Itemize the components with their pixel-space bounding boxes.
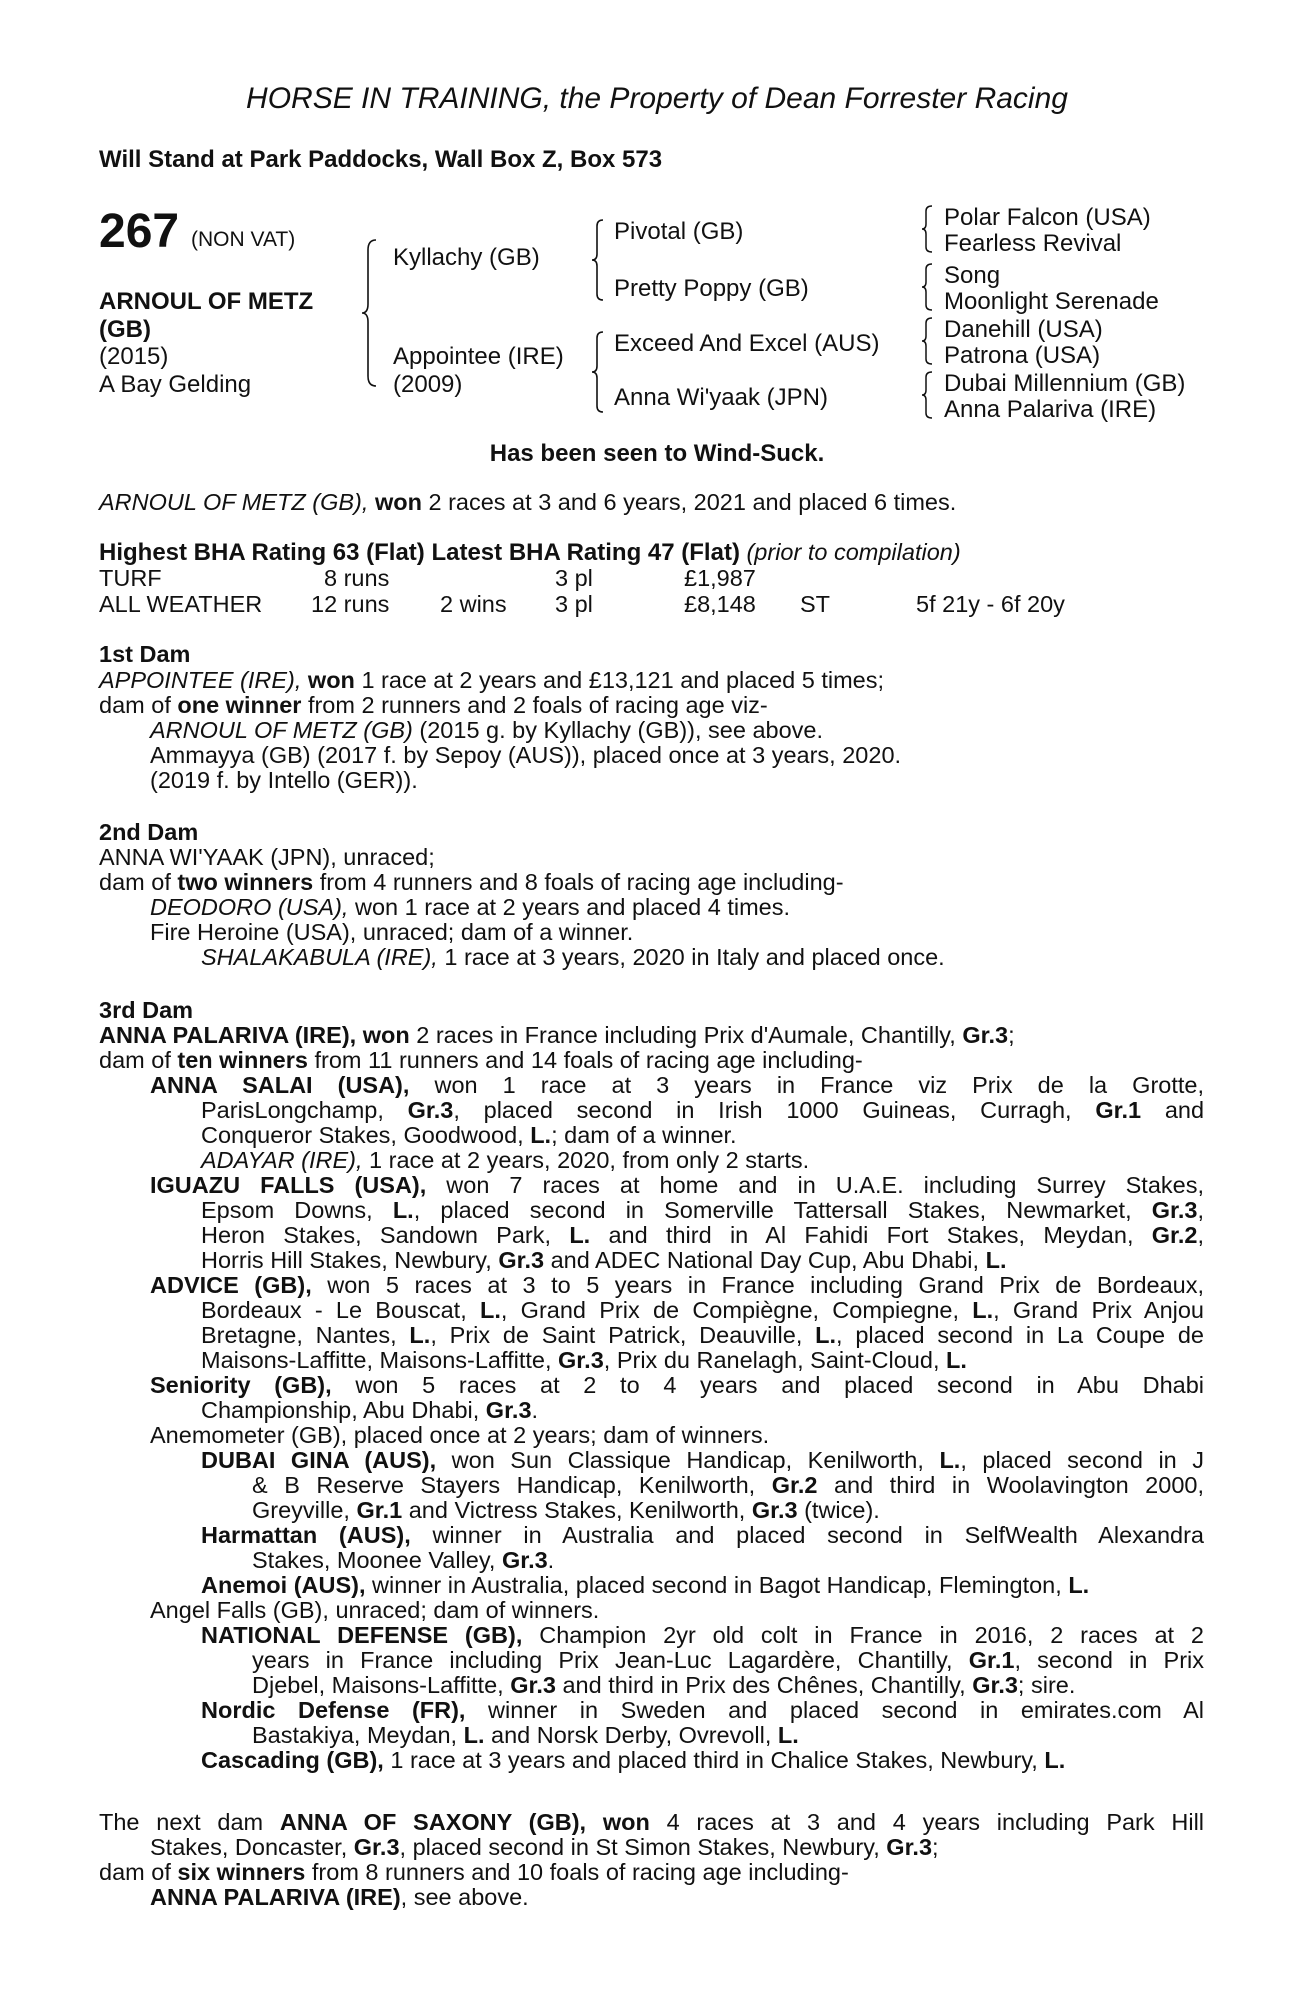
- race-summary: ARNOUL OF METZ (GB), won 2 races at 3 and 6 years, 2021 and placed 6 times.: [99, 489, 957, 515]
- iguazu-line-4: Horris Hill Stakes, Newbury, Gr.3 and ADEC National Day Cup, Abu Dhabi, L.: [201, 1247, 1007, 1273]
- angel-falls-line: Angel Falls (GB), unraced; dam of winners.: [150, 1597, 600, 1623]
- third-dam-produce: dam of ten winners from 11 runners and 14 foals of racing age including-: [99, 1047, 863, 1073]
- dubai-gina-line-1: DUBAI GINA (AUS), won Sun Classique Handicap, Kenilworth, L., placed second in J: [201, 1447, 1205, 1473]
- dam-dam: Anna Wi'yaak (JPN): [614, 384, 828, 411]
- next-dam-line-1: The next dam ANNA OF SAXONY (GB), won 4 races at 3 and 4 years including Park Hill: [99, 1809, 1205, 1835]
- dubai-gina-line-2: & B Reserve Stayers Handicap, Kenilworth, Gr.2 and third in Woolavington 2000,: [252, 1472, 1204, 1498]
- anemoi-line: Anemoi (AUS), winner in Australia, placed second in Bagot Handicap, Flemington, L.: [201, 1572, 1090, 1598]
- iguazu-line-2: Epsom Downs, L., placed second in Somerville Tattersall Stakes, Newmarket, Gr.3,: [201, 1197, 1205, 1223]
- second-dam-offspring-3: SHALAKABULA (IRE), 1 race at 3 years, 2020 in Italy and placed once.: [201, 944, 945, 970]
- dam-brace: [590, 330, 606, 414]
- horse-description: A Bay Gelding: [99, 371, 252, 398]
- g-brace-3: [920, 316, 934, 366]
- page-title: HORSE IN TRAINING, the Property of Dean Forrester Racing: [246, 82, 1068, 115]
- second-dam-line: ANNA WI'YAAK (JPN), unraced;: [99, 844, 435, 870]
- iguazu-line-1: IGUAZU FALLS (USA), won 7 races at home and in U.A.E. including Surrey Stakes,: [150, 1172, 1205, 1198]
- lot-number: 267: [99, 205, 180, 258]
- seniority-line-1: Seniority (GB), won 5 races at 2 to 4 years and placed second in Abu Dhabi: [150, 1372, 1205, 1398]
- iguazu-line-3: Heron Stakes, Sandown Park, L. and third in Al Fahidi Fort Stakes, Meydan, Gr.2,: [201, 1222, 1205, 1248]
- next-dam-line-2: Stakes, Doncaster, Gr.3, placed second in St Simon Stakes, Newbury, Gr.3;: [150, 1834, 939, 1860]
- stand-location: Will Stand at Park Paddocks, Wall Box Z, Box 573: [99, 146, 663, 173]
- nordic-defense-line-2: Bastakiya, Meydan, L. and Norsk Derby, Ovrevoll, L.: [252, 1722, 799, 1748]
- wind-suck-note: Has been seen to Wind-Suck.: [489, 440, 825, 467]
- dam-sire: Exceed And Excel (AUS): [614, 330, 880, 357]
- advice-line-2: Bordeaux - Le Bouscat, L., Grand Prix de Compiègne, Compiegne, L., Grand Prix Anjou: [201, 1297, 1204, 1323]
- horse-name: ARNOUL OF METZ: [99, 288, 314, 315]
- anna-salai-line-1: ANNA SALAI (USA), won 1 race at 3 years in France viz Prix de la Grotte,: [150, 1072, 1205, 1098]
- ancestor-6: Patrona (USA): [944, 342, 1101, 369]
- advice-line-4: Maisons-Laffitte, Maisons-Laffitte, Gr.3, Prix du Ranelagh, Saint-Cloud, L.: [201, 1347, 967, 1373]
- anemometer-line: Anemometer (GB), placed once at 2 years; dam of winners.: [150, 1422, 770, 1448]
- ancestor-5: Danehill (USA): [944, 316, 1103, 343]
- cascading-line: Cascading (GB), 1 race at 3 years and placed third in Chalice Stakes, Newbury, L.: [201, 1747, 1066, 1773]
- third-dam-heading: 3rd Dam: [99, 997, 194, 1023]
- dubai-gina-line-3: Greyville, Gr.1 and Victress Stakes, Kenilworth, Gr.3 (twice).: [252, 1497, 880, 1523]
- ancestor-1: Polar Falcon (USA): [944, 204, 1151, 231]
- produce-1: ARNOUL OF METZ (GB) (2015 g. by Kyllachy (GB)), see above.: [150, 717, 824, 743]
- ancestor-4: Moonlight Serenade: [944, 288, 1159, 315]
- sire-brace: [590, 218, 606, 302]
- sire-dam: Pretty Poppy (GB): [614, 275, 809, 302]
- vat-status: (NON VAT): [191, 228, 296, 251]
- nordic-defense-line-1: Nordic Defense (FR), winner in Sweden and placed second in emirates.com Al: [201, 1697, 1205, 1723]
- anna-salai-line-3: Conqueror Stakes, Goodwood, L.; dam of a winner.: [201, 1122, 737, 1148]
- national-defense-line-1: NATIONAL DEFENSE (GB), Champion 2yr old colt in France in 2016, 2 races at 2: [201, 1622, 1204, 1648]
- second-dam-produce: dam of two winners from 4 runners and 8 foals of racing age including-: [99, 869, 844, 895]
- next-dam-line-3: dam of six winners from 8 runners and 10 foals of racing age including-: [99, 1859, 849, 1885]
- ancestor-2: Fearless Revival: [944, 230, 1122, 257]
- g-brace-2: [920, 262, 934, 312]
- second-dam-offspring-1: DEODORO (USA), won 1 race at 2 years and placed 4 times.: [150, 894, 790, 920]
- sire: Kyllachy (GB): [393, 244, 540, 271]
- advice-line-3: Bretagne, Nantes, L., Prix de Saint Patrick, Deauville, L., placed second in La Coupe de: [201, 1322, 1204, 1348]
- third-dam-line: ANNA PALARIVA (IRE), won 2 races in France including Prix d'Aumale, Chantilly, Gr.3;: [99, 1022, 1015, 1048]
- pedigree-brace: [360, 238, 380, 388]
- g-brace-4: [920, 370, 934, 420]
- dam-year: (2009): [393, 371, 463, 398]
- bha-ratings: Highest BHA Rating 63 (Flat) Latest BHA Rating 47 (Flat) (prior to compilation): [99, 539, 961, 566]
- harmattan-line-1: Harmattan (AUS), winner in Australia and placed second in SelfWealth Alexandra: [201, 1522, 1205, 1548]
- advice-line-1: ADVICE (GB), won 5 races at 3 to 5 years in France including Grand Prix de Bordeaux,: [150, 1272, 1205, 1298]
- first-dam-line: APPOINTEE (IRE), won 1 race at 2 years and £13,121 and placed 5 times;: [99, 667, 885, 693]
- first-dam-produce: dam of one winner from 2 runners and 2 foals of racing age viz-: [99, 692, 768, 718]
- ancestor-7: Dubai Millennium (GB): [944, 370, 1186, 397]
- second-dam-offspring-2: Fire Heroine (USA), unraced; dam of a winner.: [150, 919, 634, 945]
- anna-salai-line-2: ParisLongchamp, Gr.3, placed second in Irish 1000 Guineas, Curragh, Gr.1 and: [201, 1097, 1205, 1123]
- ancestor-8: Anna Palariva (IRE): [944, 396, 1157, 423]
- sire-sire: Pivotal (GB): [614, 218, 744, 245]
- dam: Appointee (IRE): [393, 343, 564, 370]
- national-defense-line-3: Djebel, Maisons-Laffitte, Gr.3 and third in Prix des Chênes, Chantilly, Gr.3; sire.: [252, 1672, 1076, 1698]
- g-brace-1: [920, 204, 934, 254]
- seniority-line-2: Championship, Abu Dhabi, Gr.3.: [201, 1397, 539, 1423]
- next-dam-line-4: ANNA PALARIVA (IRE), see above.: [150, 1884, 529, 1910]
- produce-2: Ammayya (GB) (2017 f. by Sepoy (AUS)), placed once at 3 years, 2020.: [150, 742, 902, 768]
- horse-year: (2015): [99, 343, 169, 370]
- national-defense-line-2: years in France including Prix Jean-Luc Lagardère, Chantilly, Gr.1, second in Prix: [252, 1647, 1205, 1673]
- catalogue-page: HORSE IN TRAINING, the Property of Dean Forrester Racing Will Stand at Park Paddocks, Wall Box Z, Box 573 267 (NON VAT) ARNOUL OF METZ (GB) (2015) A Bay Gelding Kyllachy (GB) Appointee (IRE) (2009) Pivotal (GB) Pretty Poppy (GB) Exceed And Excel (AUS) Anna Wi'yaak (JPN) Polar Falcon (USA) Fearless Revival Song Moonlight Serenade Danehill (USA) Patrona (USA) Dubai Millennium (GB) Anna Palariva (IRE) Has been seen to Wind-Suck. ARNOUL OF METZ (GB), won 2 races at 3 and 6 years, 2021 and placed 6 times. Highest BHA Rating 63 (Flat) Latest BHA Rating 47 (Flat) (prior to compilation) TURF 8 runs 3 pl £1,987 ALL WEATHER 12 runs 2 wins 3 pl £8,148 ST 5f 21y - 6f 20y 1st Dam APPOINTEE (IRE), won 1 race at 2 years and £13,121 and placed 5 times; dam of one winner from 2 runners and 2 foals of racing age viz- ARNOUL OF METZ (GB) (2015 g. by Kyllachy (GB)), see above. Ammayya (GB) (2017 f. by Sepoy (AUS)), placed once at 3 years, 2020. (2019 f. by Intello (GER)). 2nd Dam ANNA WI'YAAK (JPN), unraced; dam of two winners from 4 runners and 8 foals of racing age including- DEODORO (USA), won 1 race at 2 years and placed 4 times. Fire Heroine (USA), unraced; dam of a winner. SHALAKABULA (IRE), 1 race at 3 years, 2020 in Italy and placed once. 3rd Dam ANNA PALARIVA (IRE), won 2 races in France including Prix d'Aumale, Chantilly, Gr.3; dam of ten winners from 11 runners and 14 foals of racing age including- ANNA SALAI (USA), won 1 race at 3 years in France viz Prix de la Grotte, ParisLongchamp, Gr.3, placed second in Irish 1000 Guineas, Curragh, Gr.1 and Conqueror Stakes, Goodwood, L.; dam of a winner. ADAYAR (IRE), 1 race at 2 years, 2020, from only 2 starts. IGUAZU FALLS (USA), won 7 races at home and in U.A.E. including Surrey Stakes, Epsom Downs, L., placed second in Somerville Tattersall Stakes, Newmarket, Gr.3, Heron Stakes, Sandown Park, L. and third in Al Fahidi Fort Stakes, Meydan, Gr.2, Horris Hill Stakes, Newbury, Gr.3 and ADEC National Day Cup, Abu Dhabi, L. ADVICE (GB), won 5 races at 3 to 5 years in France including Grand Prix de Bordeaux, Bordeaux - Le Bouscat, L., Grand Prix de Compiègne, Compiegne, L., Grand Prix Anjou Bretagne, Nantes, L., Prix de Saint Patrick, Deauville, L., placed second in La Coupe de Maisons-Laffitte, Maisons-Laffitte, Gr.3, Prix du Ranelagh, Saint-Cloud, L. Seniority (GB), won 5 races at 2 to 4 years and placed second in Abu Dhabi Championship, Abu Dhabi, Gr.3. Anemometer (GB), placed once at 2 years; dam of winners. DUBAI GINA (AUS), won Sun Classique Handicap, Kenilworth, L., placed second in J & B Reserve Stayers Handicap, Kenilworth, Gr.2 and third in Woolavington 2000, Greyville, Gr.1 and Victress Stakes, Kenilworth, Gr.3 (twice). Harmattan (AUS), winner in Australia and placed second in SelfWealth Alexandra Stakes, Moonee Valley, Gr.3. Anemoi (AUS), winner in Australia, placed second in Bagot Handicap, Flemington, L. Angel Falls (GB), unraced; dam of winners. NATIONAL DEFENSE (GB), Champion 2yr old colt in France in 2016, 2 races at 2 years in France including Prix Jean-Luc Lagardère, Chantilly, Gr.1, second in Prix Djebel, Maisons-Laffitte, Gr.3 and third in Prix des Chênes, Chantilly, Gr.3; sire. Nordic Defense (FR), winner in Sweden and placed second in emirates.com Al Bastakiya, Meydan, L. and Norsk Derby, Ovrevoll, L. Cascading (GB), 1 race at 3 years and placed third in Chalice Stakes, Newbury, L. The next dam ANNA OF SAXONY (GB), won 4 races at 3 and 4 years including Park Hill Stakes, Doncaster, Gr.3, placed second in St Simon Stakes, Newbury, Gr.3; dam of six winners from 8 runners and 10 foals of racing age including- ANNA PALARIVA (IRE), see above.: [0, 0, 1314, 2000]
- adayar-line: ADAYAR (IRE), 1 race at 2 years, 2020, from only 2 starts.: [201, 1147, 810, 1173]
- produce-3: (2019 f. by Intello (GER)).: [150, 767, 418, 793]
- first-dam-heading: 1st Dam: [99, 641, 191, 667]
- harmattan-line-2: Stakes, Moonee Valley, Gr.3.: [252, 1547, 555, 1573]
- second-dam-heading: 2nd Dam: [99, 819, 199, 845]
- horse-origin: (GB): [99, 316, 151, 343]
- ancestor-3: Song: [944, 262, 1001, 289]
